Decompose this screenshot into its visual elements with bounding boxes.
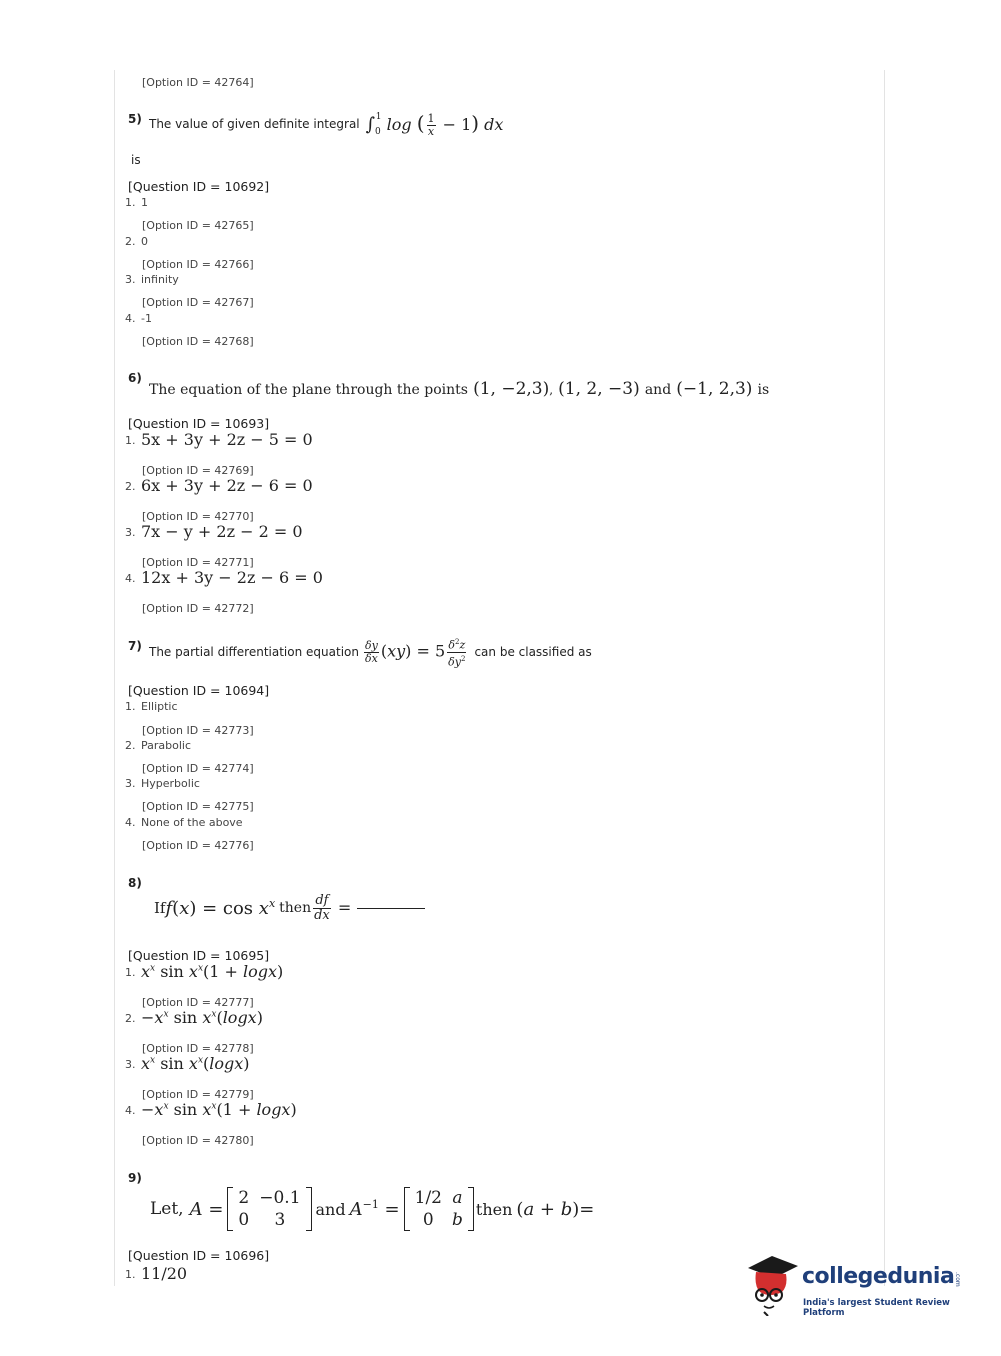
option-text: None of the above — [141, 816, 243, 829]
option-id: [Option ID = 42773] — [142, 724, 254, 737]
question-id: [Question ID = 10694] — [128, 683, 270, 698]
option-number: 3. — [125, 273, 136, 286]
option-text: 0 — [141, 235, 148, 248]
question-5-text: The value of given definite integral — [149, 117, 360, 131]
option-number: 4. — [125, 312, 136, 325]
option-id: [Option ID = 42771] — [142, 556, 254, 569]
option-text: 7x − y + 2z − 2 = 0 — [141, 522, 303, 541]
option-text: $-x^x$ $\sin x^x(\log x)$ — [141, 1008, 263, 1027]
question-number: 9) — [128, 1171, 142, 1185]
option-text: Parabolic — [141, 739, 192, 752]
if-word: If — [154, 899, 166, 917]
question-tail: can be classified as — [474, 645, 592, 659]
option-id: [Option ID = 42775] — [142, 800, 254, 813]
option-id: [Option ID = 42779] — [142, 1088, 254, 1101]
option-number: 2. — [125, 1012, 136, 1025]
option-number: 3. — [125, 1058, 136, 1071]
option-text: 12x + 3y − 2z − 6 = 0 — [141, 568, 323, 587]
question-tail: is — [131, 153, 141, 167]
matrix-a-inverse-label: $A^{-1}$ = — [349, 1198, 400, 1220]
and-word: and — [644, 382, 672, 398]
question-text — [150, 1184, 594, 1234]
option-text: 11/20 — [141, 1264, 188, 1283]
question-text — [149, 379, 769, 399]
matrix-a-label: A = — [189, 1198, 224, 1220]
right-margin-line — [884, 70, 885, 1286]
left-margin-line — [114, 70, 115, 1286]
let-word: Let, — [150, 1199, 184, 1219]
logo-tagline: India's largest Student Review Platform — [803, 1298, 950, 1318]
option-id: [Option ID = 42777] — [142, 996, 254, 1009]
mascot-icon — [742, 1250, 800, 1316]
separator: , — [549, 383, 554, 397]
option-text: Hyperbolic — [141, 777, 200, 790]
option-number: 1. — [125, 966, 136, 979]
logo-wordmark: collegedunia — [802, 1264, 955, 1289]
option-text: 6x + 3y + 2z − 6 = 0 — [141, 476, 313, 495]
question-id: [Question ID = 10695] — [128, 948, 270, 963]
and-word: and — [315, 1199, 346, 1219]
question-number: 8) — [128, 876, 142, 890]
option-text: $x^x$ $\sin x^x(1 + \log x)$ — [141, 962, 284, 981]
option-number: 4. — [125, 1104, 136, 1117]
option-id: [Option ID = 42767] — [142, 296, 254, 309]
question-text — [149, 110, 503, 138]
option-number: 1. — [125, 1268, 136, 1281]
option-number: 3. — [125, 526, 136, 539]
integral-expression: $\int_0^1$ log ( $\frac{1}{x}$ − 1) dx — [365, 110, 504, 138]
question-number: 5) — [128, 112, 142, 126]
question-text — [154, 888, 425, 928]
sum-expression: (a + b)= — [516, 1198, 595, 1220]
function-definition: $f(x) = \cos x^x$ — [165, 897, 276, 919]
point-2: (1, 2, −3) — [558, 379, 640, 399]
question-7-text: The partial differentiation equation — [149, 645, 359, 659]
option-text: 1 — [141, 196, 148, 209]
matrix-a-inverse: 1/2 a 0 b — [404, 1187, 474, 1231]
point-1: (1, −2,3) — [473, 379, 550, 399]
answer-blank — [357, 908, 425, 909]
point-3: (−1, 2,3) — [676, 379, 753, 399]
option-id: [Option ID = 42776] — [142, 839, 254, 852]
option-number: 2. — [125, 235, 136, 248]
option-id: [Option ID = 42769] — [142, 464, 254, 477]
option-number: 4. — [125, 572, 136, 585]
pde-expression: $\frac{\delta y}{\delta x}$ (xy) = 5 $\frac{\delta^2z}{\delta y^2}$ — [364, 637, 466, 669]
option-number: 1. — [125, 700, 136, 713]
option-id: [Option ID = 42780] — [142, 1134, 254, 1147]
option-id: [Option ID = 42770] — [142, 510, 254, 523]
option-number: 3. — [125, 777, 136, 790]
option-number: 4. — [125, 816, 136, 829]
collegedunia-logo — [742, 1250, 972, 1320]
then-word: then — [475, 1199, 513, 1219]
option-text: -1 — [141, 312, 152, 325]
option-id: [Option ID = 42774] — [142, 762, 254, 775]
derivative-expression: $\frac{df}{dx}$ = — [314, 892, 352, 923]
question-id: [Question ID = 10693] — [128, 416, 270, 431]
option-text: Elliptic — [141, 700, 178, 713]
option-text: infinity — [141, 273, 179, 286]
is-word: is — [757, 382, 770, 398]
question-text — [149, 636, 592, 668]
option-number: 2. — [125, 739, 136, 752]
option-text: $x^x$ $\sin x^x(\log x)$ — [141, 1054, 250, 1073]
question-id: [Question ID = 10696] — [128, 1248, 270, 1263]
option-id: [Option ID = 42764] — [142, 76, 254, 89]
question-number: 7) — [128, 639, 142, 653]
question-6-text: The equation of the plane through the points — [149, 382, 468, 398]
option-id: [Option ID = 42778] — [142, 1042, 254, 1055]
matrix-a: 2 −0.1 0 3 — [227, 1187, 311, 1231]
logo-dotcom: .com — [954, 1272, 961, 1287]
option-text: 5x + 3y + 2z − 5 = 0 — [141, 430, 313, 449]
option-text: $-x^x$ $\sin x^x(1 + \log x)$ — [141, 1100, 297, 1119]
question-id: [Question ID = 10692] — [128, 179, 270, 194]
option-id: [Option ID = 42766] — [142, 258, 254, 271]
option-id: [Option ID = 42772] — [142, 602, 254, 615]
option-id: [Option ID = 42765] — [142, 219, 254, 232]
then-word: then — [279, 900, 312, 916]
question-number: 6) — [128, 371, 142, 385]
option-number: 1. — [125, 196, 136, 209]
option-id: [Option ID = 42768] — [142, 335, 254, 348]
option-number: 2. — [125, 480, 136, 493]
option-number: 1. — [125, 434, 136, 447]
